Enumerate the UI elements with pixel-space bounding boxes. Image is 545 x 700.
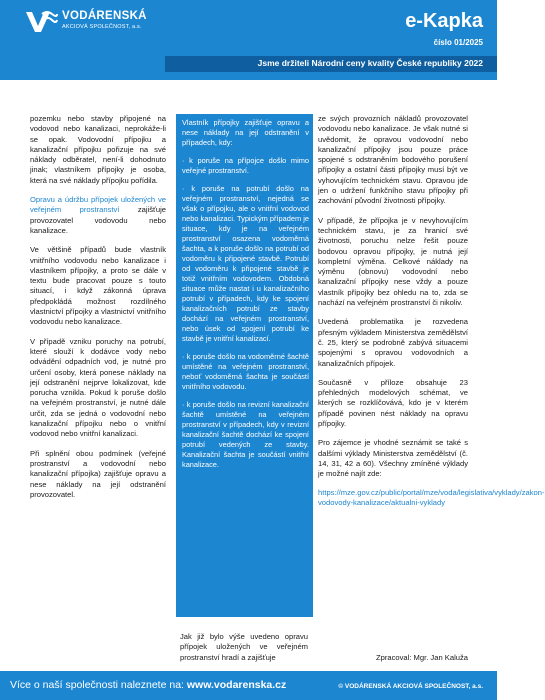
col3-paragraph: Současně v příloze obsahuje 23 přehledných modelových schémat, ve kterých se rozklíčovává, kdo je v kterém případě povinen nést náklady na opravu přípojky. xyxy=(318,377,468,429)
box-bullet: · k poruše na přípojce došlo mimo veřejné prostranství. xyxy=(182,156,309,175)
col3-paragraph xyxy=(318,438,545,508)
col3-paragraph: ze svých provozních nákladů provozovatel vodovodu nebo kanalizace. Je však nutné si uvědomit, že opravou vodovodní nebo kanalizační přípojky jsou pouze práce spojené s odstraněním bodového porušení přípojky a ostatní části přípojky musí být ve vyhovujícím technickém stavu. Opravou jde jen o udržení funkčního stavu přípojky při zachování původní životnosti přípojky. xyxy=(318,114,468,206)
col1-text: zajišťuje provozovatel vodovodu nebo kanalizace. xyxy=(30,205,166,235)
copyright-text: © VODÁRENSKÁ AKCIOVÁ SPOLEČNOST, a.s. xyxy=(338,683,483,690)
ministry-link[interactable]: https://mze.gov.cz/public/portal/mze/voda/legislativa/vyklady/zakon-vodovody-kanalizace/aktualni-vyklady xyxy=(318,487,545,507)
logo-title: VODÁRENSKÁ xyxy=(62,10,147,22)
website-link[interactable]: www.vodarenska.cz xyxy=(186,679,287,691)
award-subtitle: Jsme držiteli Národní ceny kvality České republiky 2022 xyxy=(257,58,483,68)
footer-prefix: Více o naší společnosti naleznete na: xyxy=(10,679,187,691)
col1-paragraph: V případě vzniku poruchy na potrubí, které slouží k dodávce vody nebo odvádění odpadních vod, je nutné pro určení osoby, která ponese náklady na její odstranění nejprve lokalizovat, kde porucha vznikla. Pokud k poruše došlo na veřejném prostranství, je nutné dále určit, zda se jedná o vodovodní nebo kanalizační přípojku nebo o vnitřní vodovod nebo vnitřní kanalizaci. xyxy=(30,336,166,439)
box-intro: Vlastník přípojky zajišťuje opravu a nese náklady na její odstranění v případech, kdy: xyxy=(182,118,309,147)
column-left xyxy=(30,114,166,509)
footer-text xyxy=(10,679,286,691)
col3-text: Pro zájemce je vhodné seznámit se také s dalšími výklady Ministerstva zemědělství (č. 14, 31, 42 a 60). Všechny zmíněné výklady je možné najít zde: xyxy=(318,438,468,479)
col1-paragraph: pozemku nebo stavby připojené na vodovod nebo kanalizaci, neprokáže-li se opak. Vodovodní přípojku a kanalizační přípojku pořizuje na své náklady odběratel, není-li dohodnuto jinak; vlastníkem přípojky je osoba, která na své náklady přípojku pořídila. xyxy=(30,114,166,185)
col3-paragraph: V případě, že přípojka je v nevyhovujícím technickém stavu, je za hranicí své životnosti, poruchu nelze řešit pouze bodovou opravou přípojky, je nutná její kompletní výměna. Celkové náklady na výměnu (obnovu) vodovodní nebo kanalizační přípojky nese vždy a pouze vlastník přípojky bez ohledu na to, zda se nachází na veřejném prostranství či nikoliv. xyxy=(318,215,468,308)
col3-paragraph: Uvedená problematika je rozvedena přesným výkladem Ministerstva zemědělství č. 25, který se podrobně zabývá situacemi spojenými s opravou vodovodních a kanalizačních přípojek. xyxy=(318,317,468,368)
box-bullet: · k poruše došlo na revizní kanalizační šachtě umístěné na veřejném prostranství v případech, kdy v revizní kanalizační šachtě dochází ke spojení potrubí vedených ze stavby. Kanalizační šachta je součástí vnitřní kanalizace. xyxy=(182,400,309,469)
col1-paragraph-highlight xyxy=(30,195,166,236)
logo-subtitle: AKCIOVÁ SPOLEČNOST, a.s. xyxy=(62,24,142,30)
column-right xyxy=(318,114,545,517)
col1-paragraph: Ve většině případů bude vlastník vnitřního vodovodu nebo kanalizace i vlastníkem přípojky, a proto se dále v textu bude pracovat pouze s touto situací, i když zákonná úprava předpokládá možnost rozdílného vlastnictví přípojky a vlastnictví vnitřního vodovodu nebo kanalizace. xyxy=(30,245,166,327)
author-name: Zpracoval: Mgr. Jan Kaluža xyxy=(375,653,468,662)
column-middle-after: Jak již bylo výše uvedeno opravu přípojek uložených ve veřejném prostranství hradí a zajišťuje xyxy=(180,632,308,662)
company-logo-icon xyxy=(24,8,58,34)
col1-paragraph: Při splnění obou podmínek (veřejné prostranství a vodovodní nebo kanalizační přípojka) zajišťuje opravu a nese náklady na její odstranění provozovatel. xyxy=(30,448,166,499)
highlight-text: Opravu a údržbu přípojek uložených ve veřejném prostranství xyxy=(30,195,166,215)
box-bullet: · k poruše došlo na vodoměrné šachtě umístěné na veřejném prostranství, neboť vodoměrná šachta je součástí vnitřního vodovodu. xyxy=(182,352,309,391)
newsletter-title: e-Kapka xyxy=(405,10,483,32)
column-middle-box xyxy=(182,118,309,478)
author-block xyxy=(318,653,468,663)
issue-number: číslo 01/2025 xyxy=(433,38,483,47)
box-bullet: · k poruše na potrubí došlo na veřejném prostranství, nejedná se však o přípojku, ale o vnitřní vodovod nebo kanalizaci. Typickým případem je situace, kdy je na veřejném prostranství osazena vodoměrná šachta, a k poruše došlo na potrubí od vodoměru k připojené stavbě. Potrubí od vodoměru k připojené stavbě je totiž vnitřním vodovodem. Obdobná situace může nastat i u kanalizačního potrubí v případech, kdy ke spojení kanalizačních potrubí ze stavby dochází na veřejném prostranství, nebo úsek od spojení potrubí ke stavbě je vnitřní kanalizací. xyxy=(182,184,309,343)
